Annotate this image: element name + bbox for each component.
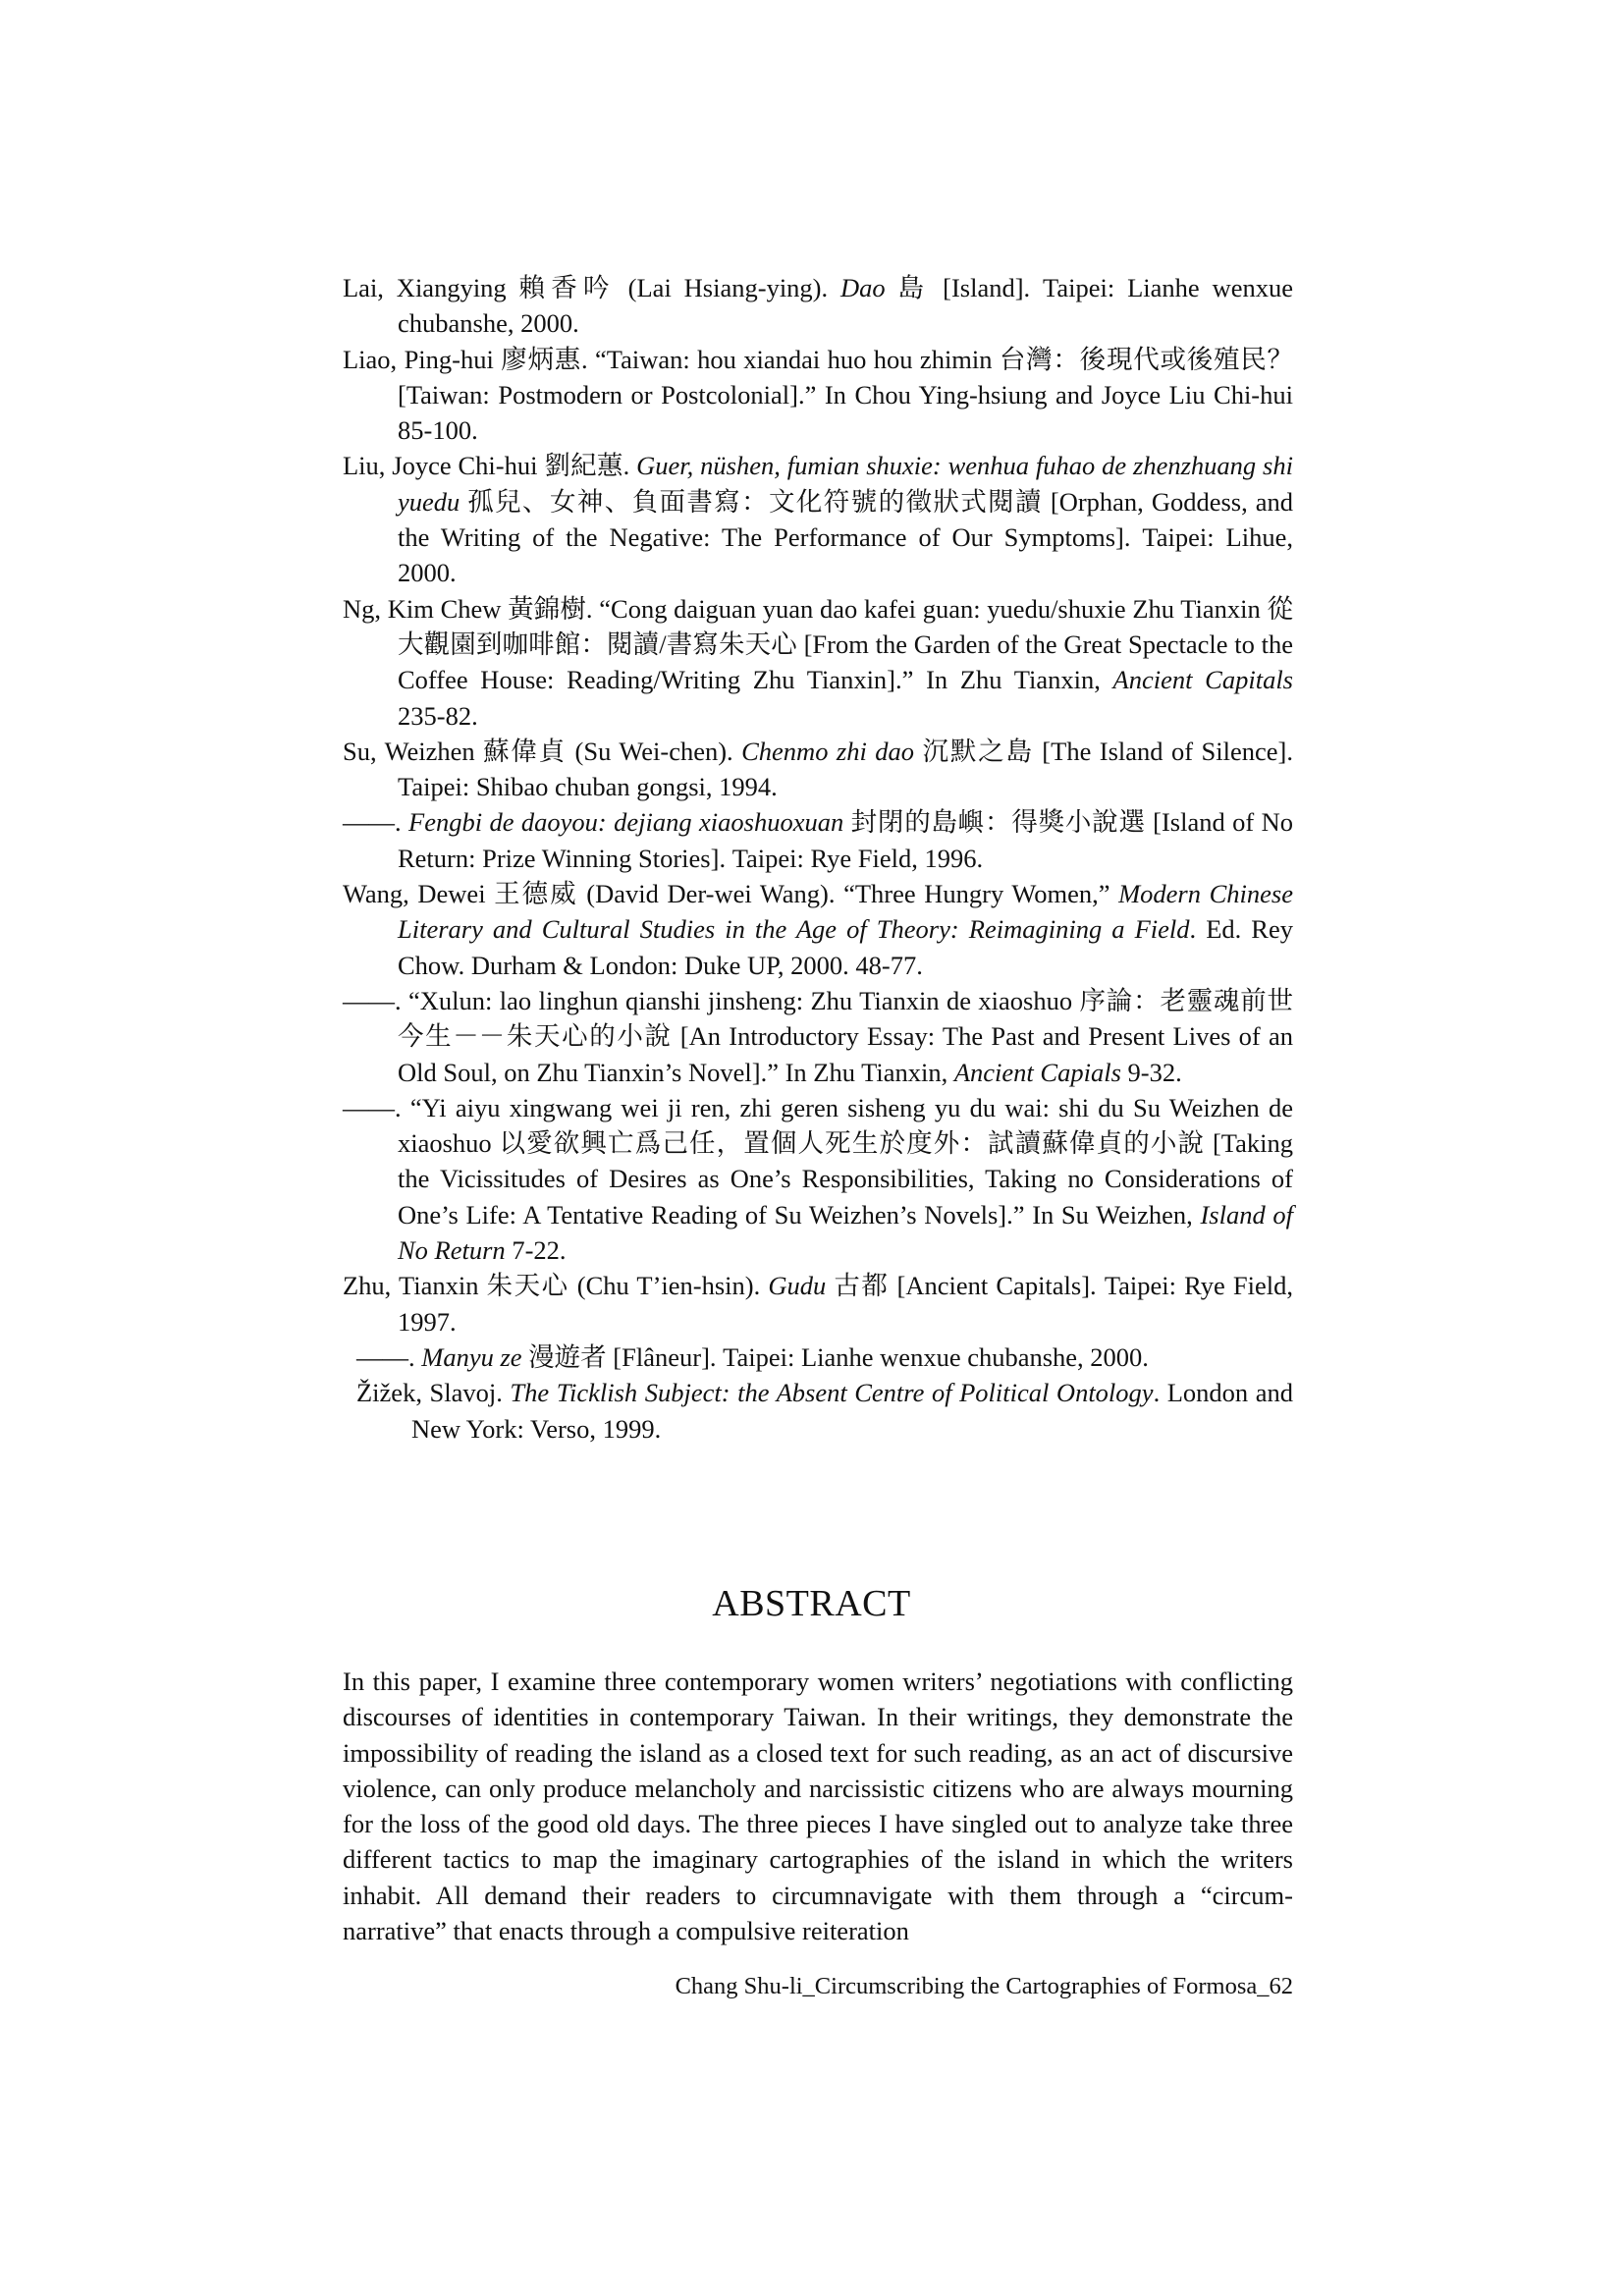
reference-entry	[356, 1375, 1293, 1447]
reference-entry	[343, 448, 1293, 590]
reference-entry	[343, 804, 1293, 876]
page-footer: Chang Shu-li_Circumscribing the Cartographies of Formosa_62	[675, 1973, 1293, 1999]
reference-title: Gudu	[768, 1271, 827, 1301]
reference-text: 7-22.	[505, 1235, 567, 1266]
reference-title: Ancient Capials	[953, 1057, 1121, 1087]
reference-text: 島 [Island]. Taipei: Lianhe wenxue chubanshe, 2000.	[398, 273, 1293, 339]
references-list	[343, 270, 1293, 1447]
reference-title: The Ticklish Subject: the Absent Centre of Political Ontology	[510, 1378, 1154, 1408]
reference-text: 封閉的島嶼：得獎小說選 [Island of No Return: Prize Winning Stories]. Taipei: Rye Field, 1996.	[398, 807, 1293, 873]
reference-title: Dao	[840, 273, 886, 302]
reference-entry	[343, 1268, 1293, 1339]
reference-text: . Ed. Rey Chow. Durham & London: Duke UP, 2000. 48-77.	[398, 914, 1293, 980]
reference-text: 古都 [Ancient Capitals]. Taipei: Rye Field, 1997.	[398, 1271, 1294, 1337]
reference-text: ——.	[343, 807, 409, 838]
reference-title: Modern Chinese Literary and Cultural Studies in the Age of Theory: Reimagining a Field	[398, 879, 1293, 945]
reference-title: Guer, nüshen, fumian shuxie: wenhua fuhao de zhenzhuang shi yuedu	[398, 451, 1293, 517]
reference-text: Ng, Kim Chew 黃錦樹. “Cong daiguan yuan dao kafei guan: yuedu/shuxie Zhu Tianxin 從大觀園到咖啡館：閱讀/書寫朱天心 [From the Garden of the Great Spectacle to the Coffee House: Reading/Writing Zhu Tianxin].” In Zhu Tianxin,	[343, 593, 1293, 695]
reference-text: Lai, Xiangying 賴香吟 (Lai Hsiang-ying).	[343, 273, 841, 302]
reference-text: 9-32.	[1120, 1057, 1182, 1087]
abstract-paragraph: In this paper, I examine three contemporary women writers’ negotiations with conflicting discourses of identities in contemporary Taiwan. In their writings, they demonstrate the impossibility of reading the island as a closed text for such reading, as an act of discursive violence, can only produce melancholy and narcissistic citizens who are always mourning for the loss of the good old days. The three pieces I have singled out to analyze take three different tactics to map the imaginary cartographies of the island in which the writers inhabit. All demand their readers to circumnavigate with them through a “circum-narrative” that enacts through a compulsive reiteration	[343, 1667, 1293, 1946]
reference-text: . London and New York: Verso, 1999.	[411, 1378, 1293, 1444]
reference-text: Liu, Joyce Chi-hui 劉紀蕙.	[343, 451, 637, 481]
reference-title: Ancient Capitals	[1112, 665, 1293, 695]
reference-text: Su, Weizhen 蘇偉貞 (Su Wei-chen).	[343, 736, 742, 766]
reference-text: ——. “Xulun: lao linghun qianshi jinsheng: Zhu Tianxin de xiaoshuo 序論：老靈魂前世今生－－朱天心的小說 [An Introductory Essay: The Past and Present Lives of an Old Soul, on Zhu Tianxin’s Novel].” In Zhu Tianxin,	[343, 985, 1293, 1087]
reference-entry	[343, 270, 1293, 342]
reference-text: ——. “Yi aiyu xingwang wei ji ren, zhi geren sisheng yu du wai: shi du Su Weizhen de xiaoshuo 以愛欲興亡爲己任，置個人死生於度外：試讀蘇偉貞的小說 [Taking the Vicissitudes of Desires as One’s Responsibilities, Taking no Considerations of One’s Life: A Tentative Reading of Su Weizhen’s Novels].” In Su Weizhen,	[343, 1092, 1293, 1230]
reference-entry	[343, 591, 1293, 734]
reference-title: Fengbi de daoyou: dejiang xiaoshuoxuan	[408, 807, 844, 838]
reference-title: Island of No Return	[398, 1199, 1293, 1266]
reference-entry	[343, 1090, 1293, 1268]
reference-title: Chenmo zhi dao	[741, 736, 915, 766]
reference-text: Žižek, Slavoj.	[356, 1378, 511, 1408]
reference-text: Liao, Ping-hui 廖炳惠. “Taiwan: hou xiandai huo hou zhimin 台灣：後現代或後殖民？ [Taiwan: Postmodern or Postcolonial].” In Chou Ying-hsiung and Joyce Liu Chi-hui 85-100.	[343, 344, 1293, 446]
reference-text: 沉默之島 [The Island of Silence]. Taipei: Shibao chuban gongsi, 1994.	[398, 736, 1293, 802]
reference-text: 235-82.	[398, 700, 478, 731]
reference-entry	[343, 734, 1293, 805]
reference-entry	[343, 342, 1293, 449]
reference-entry	[356, 1339, 1293, 1375]
reference-text: 漫遊者 [Flâneur]. Taipei: Lianhe wenxue chubanshe, 2000.	[521, 1341, 1149, 1372]
reference-entry	[343, 983, 1293, 1090]
reference-text: Zhu, Tianxin 朱天心 (Chu T’ien-hsin).	[343, 1271, 769, 1301]
reference-text: Wang, Dewei 王德威 (David Der-wei Wang). “Three Hungry Women,”	[343, 879, 1119, 909]
reference-text: ——.	[356, 1341, 422, 1372]
reference-text: 孤兒、女神、負面書寫：文化符號的徵狀式閱讀 [Orphan, Goddess, and the Writing of the Negative: The Performance of Our Symptoms]. Taipei: Lihue, 2000.	[398, 486, 1293, 588]
reference-title: Manyu ze	[421, 1341, 522, 1372]
reference-entry	[343, 876, 1293, 983]
abstract-heading: ABSTRACT	[712, 1583, 911, 1624]
